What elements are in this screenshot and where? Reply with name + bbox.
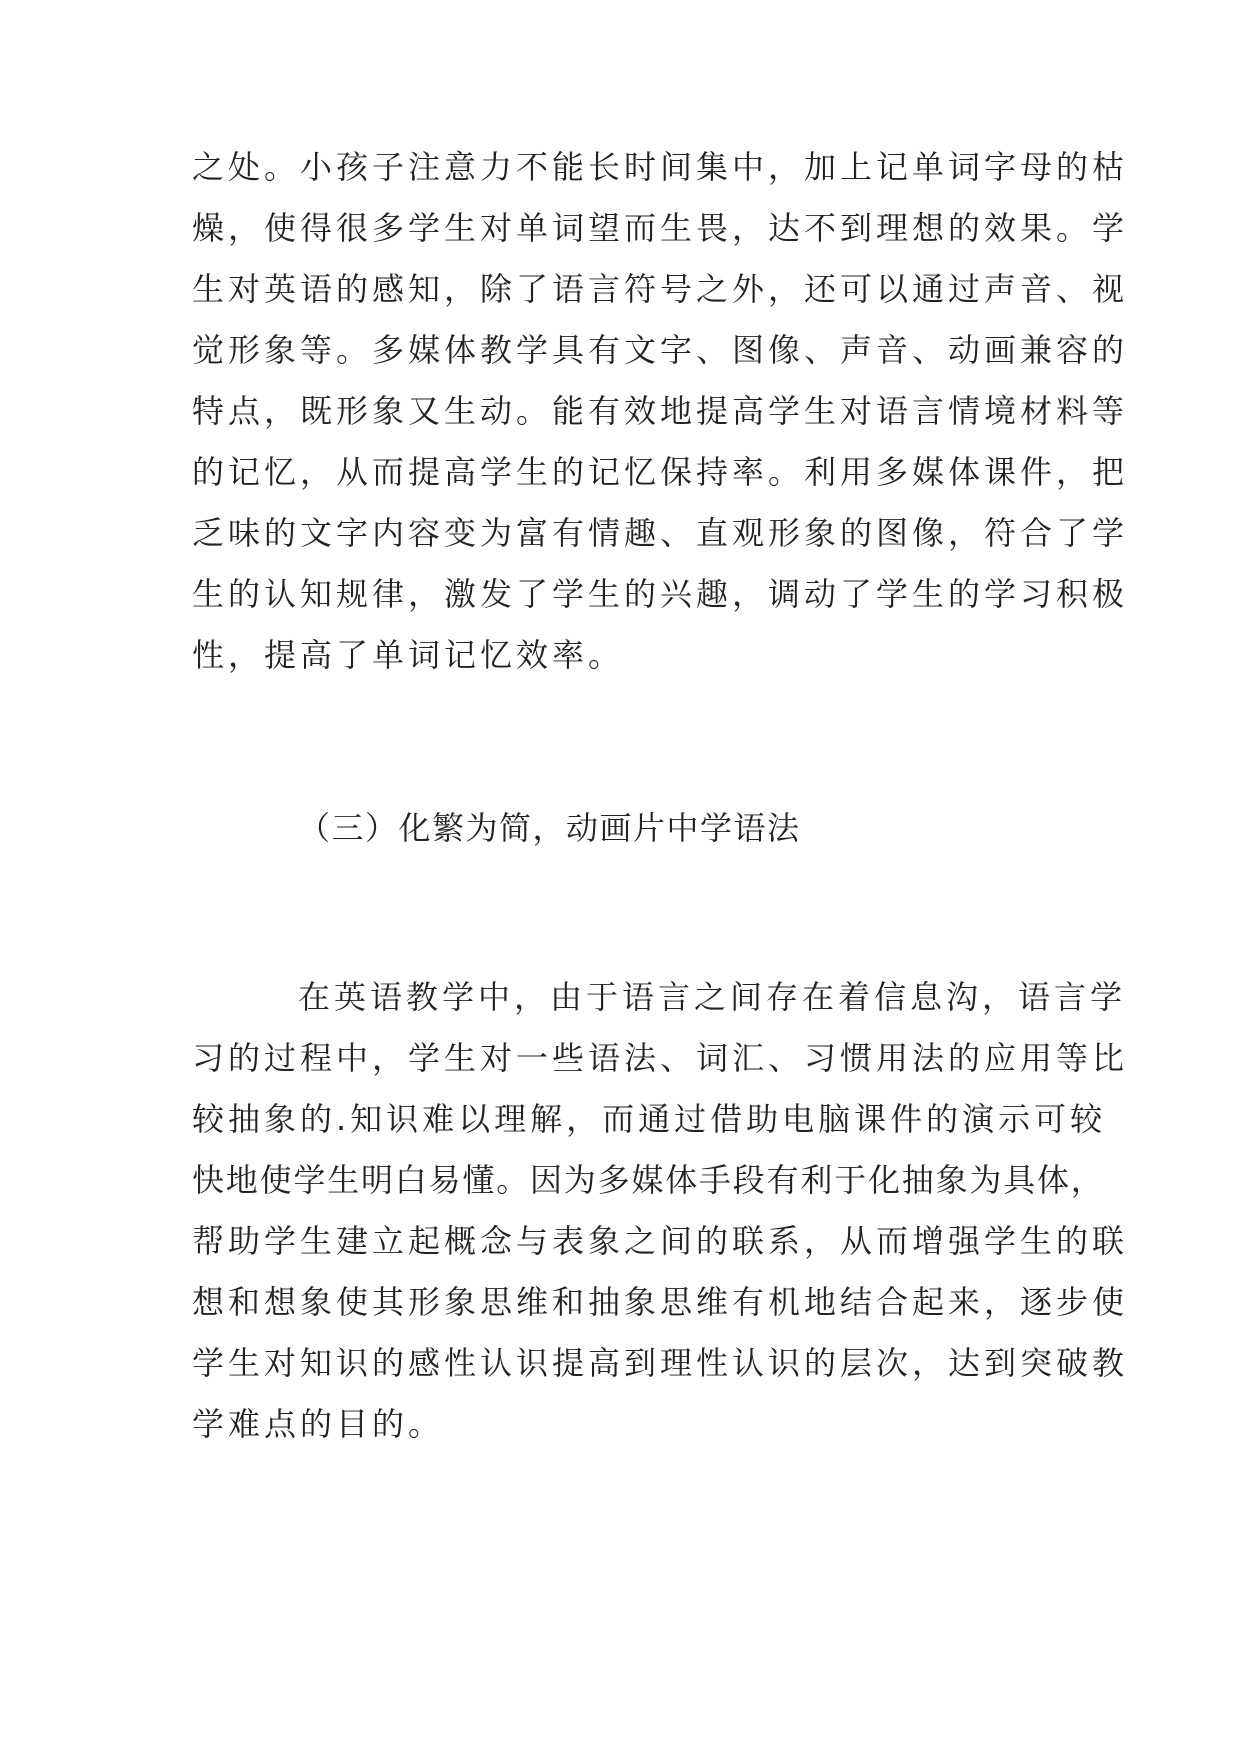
paragraph-line: 学难点的目的。	[192, 1405, 445, 1443]
paragraph-line: 生的认知规律，激发了学生的兴趣，调动了学生的学习积极	[192, 575, 1129, 613]
paragraph-line: 学生对知识的感性认识提高到理性认识的层次，达到突破教	[192, 1344, 1129, 1382]
paragraph-line: 生对英语的感知，除了语言符号之外，还可以通过声音、视	[192, 270, 1129, 308]
paragraph-line: 的记忆，从而提高学生的记忆保持率。利用多媒体课件，把	[192, 453, 1129, 491]
paragraph-line: 较抽象的.知识难以理解，而通过借助电脑课件的演示可较	[192, 1100, 1107, 1138]
paragraph-line: 习的过程中，学生对一些语法、词汇、习惯用法的应用等比	[192, 1039, 1129, 1077]
paragraph-line: 想和想象使其形象思维和抽象思维有机地结合起来，逐步使	[192, 1283, 1129, 1321]
paragraph-line: 觉形象等。多媒体教学具有文字、图像、声音、动画兼容的	[192, 331, 1129, 369]
paragraph-line: 之处。小孩子注意力不能长时间集中，加上记单词字母的枯	[192, 148, 1129, 186]
paragraph-line: 在英语教学中，由于语言之间存在着信息沟，语言学	[298, 978, 1127, 1016]
paragraph-line: 燥，使得很多学生对单词望而生畏，达不到理想的效果。学	[192, 209, 1129, 247]
paragraph-line: 性，提高了单词记忆效率。	[192, 636, 625, 674]
paragraph-line: 特点，既形象又生动。能有效地提高学生对语言情境材料等	[192, 392, 1129, 430]
paragraph-line: 帮助学生建立起概念与表象之间的联系，从而增强学生的联	[192, 1222, 1129, 1260]
paragraph-line: 乏味的文字内容变为富有情趣、直观形象的图像，符合了学	[192, 514, 1129, 552]
paragraph-line: 快地使学生明白易懂。因为多媒体手段有利于化抽象为具体，	[192, 1161, 1105, 1199]
section-heading: （三）化繁为简，动画片中学语法	[298, 809, 801, 847]
